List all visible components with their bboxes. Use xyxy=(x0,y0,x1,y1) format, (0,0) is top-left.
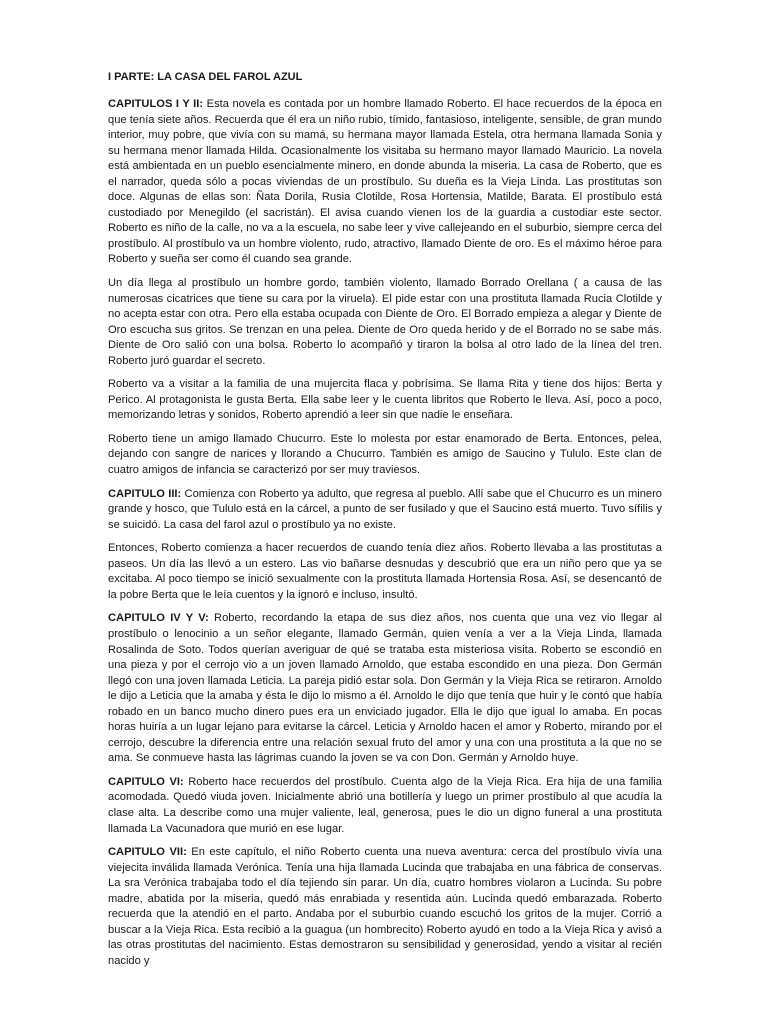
paragraph-ten-years xyxy=(108,541,662,603)
paragraph-rita-family xyxy=(108,377,662,424)
chapter-label: CAPITULOS I Y II: xyxy=(108,98,204,110)
paragraph-text: Roberto va a visitar a la familia de una mujercita flaca y pobrísima. Se llama Rita y tiene dos hijos: Berta y Perico. Al protagonista le gusta Berta. Ella sabe leer y le cuenta libritos que Roberto le lleva. Así, poco a poco, memorizando letras y sonidos, Roberto aprendió a leer sin que nadie le enseñara. xyxy=(108,378,662,422)
paragraph-borrado-orellana xyxy=(108,276,662,369)
paragraph-chapter-3 xyxy=(108,487,662,534)
chapter-label: CAPITULO VII: xyxy=(108,846,187,859)
chapter-label: CAPITULO III: xyxy=(108,487,182,500)
paragraph-text: Roberto, recordando la etapa de sus diez años, nos cuenta que una vez vio llegar al prostíbulo o lenocinio a un señor elegante, llamado Germán, quien venía a ver a la Vieja Linda, llamada Rosalinda de Soto. Todos querían averiguar de qué se trataba esta misteriosa visita. Roberto se escondió en una pieza y por el cerrojo vio a un joven llamado Arnoldo, que estaba escondido en una pieza. Don Germán llegó con una joven llamada Leticia. La pareja pidió estar sola. Don Germán y la Vieja Rica se retiraron. Arnoldo le dijo a Leticia que la amaba y ésta le dijo lo mismo a él. Arnoldo le dijo que tenía que huir y le contó que había robado en un banco mucho dinero pues era un enviciado jugador. Ella le dijo que igual lo amaba. En pocas horas huiría a un lugar lejano para evitarse la cárcel. Leticia y Arnoldo hacen el amor y Roberto, mirando por el cerrojo, descubre la diferencia entre una relación sexual fruto del amor y una con una prostituta a la que no se ama. Se conmueve hasta las lágrimas cuando la joven se va con Don. Germán y Arnoldo huye. xyxy=(108,612,662,765)
paragraph-text: Entonces, Roberto comienza a hacer recuerdos de cuando tenía diez años. Roberto llevaba a las prostitutas a paseos. Un día las llevó a un estero. Las vio bañarse desnudas y descubrió que era un niño pero que ya se excitaba. Al poco tiempo se inició sexualmente con la prostituta llamada Hortensia Rosa. Así, se desencantó de la pobre Berta que le leía cuentos y la ignoró e incluso, insultó. xyxy=(108,542,662,601)
paragraph-text: Esta novela es contada por un hombre llamado Roberto. El hace recuerdos de la época en que tenía siete años. Recuerda que él era un niño rubio, tímido, fantasioso, inteligente, sensible, de gran mundo interior, muy pobre, que vivía con su mamá, su hermana mayor llamada Estela, otra hermana llamada Sonia y su hermana menor llamada Hilda. Ocasionalmente los visitaba su hermano mayor llamado Mauricio. La novela está ambientada en un pueblo esencialmente minero, en donde abunda la miseria. La casa de Roberto, que es el narrador, queda sólo a pocas viviendas de un prostíbulo. Su dueña es la Vieja Linda. Las prostitutas son doce. Algunas de ellas son: Ñata Dorila, Rusia Clotilde, Rosa Hortensia, Matilde, Barata. El prostíbulo está custodiado por Menegildo (el sacristán). El avisa cuando vienen los de la guardia a custodiar este sector. Roberto es niño de la calle, no va a la escuela, no sabe leer y vive callejeando en el suburbio, siempre cerca del prostíbulo. Al prostíbulo va un hombre violento, rudo, atractivo, llamado Diente de oro. Es el máximo héroe para Roberto y sueña ser como él cuando sea grande. xyxy=(108,98,662,266)
paragraph-chapter-7 xyxy=(108,845,662,969)
paragraph-text: Roberto tiene un amigo llamado Chucurro. Este lo molesta por estar enamorado de Berta. Entonces, pelea, dejando con sangre de narices y llorando a Chucurro. También es amigo de Saucino y Tululo. Este clan de cuatro amigos de infancia se caracterizó por ser muy traviesos. xyxy=(108,432,662,477)
paragraph-text: Comienza con Roberto ya adulto, que regresa al pueblo. Allí sabe que el Chucurro es un minero grande y hosco, que Tululo está en la cárcel, a punto de ser fusilado y que el Saucino está muerto. Tuvo sífilis y se suicidó. La casa del farol azul o prostíbulo ya no existe. xyxy=(108,487,663,531)
chapter-label: CAPITULO VI: xyxy=(108,775,184,788)
paragraph-chapters-4-5 xyxy=(108,611,662,766)
paragraph-text: Un día llega al prostíbulo un hombre gordo, también violento, llamado Borrado Orellana ( a causa de las numerosas cicatrices que tiene su cara por la viruela). El pide estar con una prostituta llamada Rucia Clotilde y no acepta estar con otra. Pero ella estaba ocupada con Diente de Oro. El Borrado empieza a alegar y Diente de Oro escucha sus gritos. Se trenzan en una pelea. Diente de Oro queda herido y de el Borrado no se sabe más. Diente de Oro salió con una bolsa. Roberto lo acompañó y tiraron la bolsa al otro lado de la línea del tren. Roberto juró guardar el secreto. xyxy=(108,277,662,367)
document-title: I PARTE: LA CASA DEL FAROL AZUL xyxy=(108,71,303,83)
paragraph-chapter-6 xyxy=(108,775,662,837)
paragraph-chucurro xyxy=(108,432,662,479)
paragraph-text: Roberto hace recuerdos del prostíbulo. Cuenta algo de la Vieja Rica. Era hija de una familia acomodada. Quedó viuda joven. Inicialmente abrió una botillería y luego un primer prostíbulo al que acudía la clase alta. La describe como una mujer valiente, leal, generosa, pues le dio un digno funeral a una prostituta llamada La Vacunadora que murió en ese lugar. xyxy=(108,775,662,835)
chapter-label: CAPITULO IV Y V: xyxy=(108,612,209,625)
paragraph-chapters-1-2 xyxy=(108,97,662,268)
paragraph-text: En este capítulo, el niño Roberto cuenta una nueva aventura: cerca del prostíbulo vivía una viejecita inválida llamada Verónica. Tenía una hija llamada Lucinda que trabajaba en una fábrica de conservas. La sra Verónica trabajaba todo el día tejiendo sin parar. Un día, cuatro hombres violaron a Lucinda. Su pobre madre, abatida por la miseria, quedó más enrabiada y resentida aún. Lucinda quedó embarazada. Roberto recuerda que la atendió en el parto. Andaba por el suburbio cuando escuchó los gritos de la mujer. Corrió a buscar a la Vieja Rica. Esta recibió a la guagua (un hombrecito) Roberto ayudó en todo a la Vieja Rica y avisó a las otras prostitutas del nacimiento. Estas demostraron su sensibilidad y generosidad, yendo a visitar al recién nacido y xyxy=(108,846,662,967)
